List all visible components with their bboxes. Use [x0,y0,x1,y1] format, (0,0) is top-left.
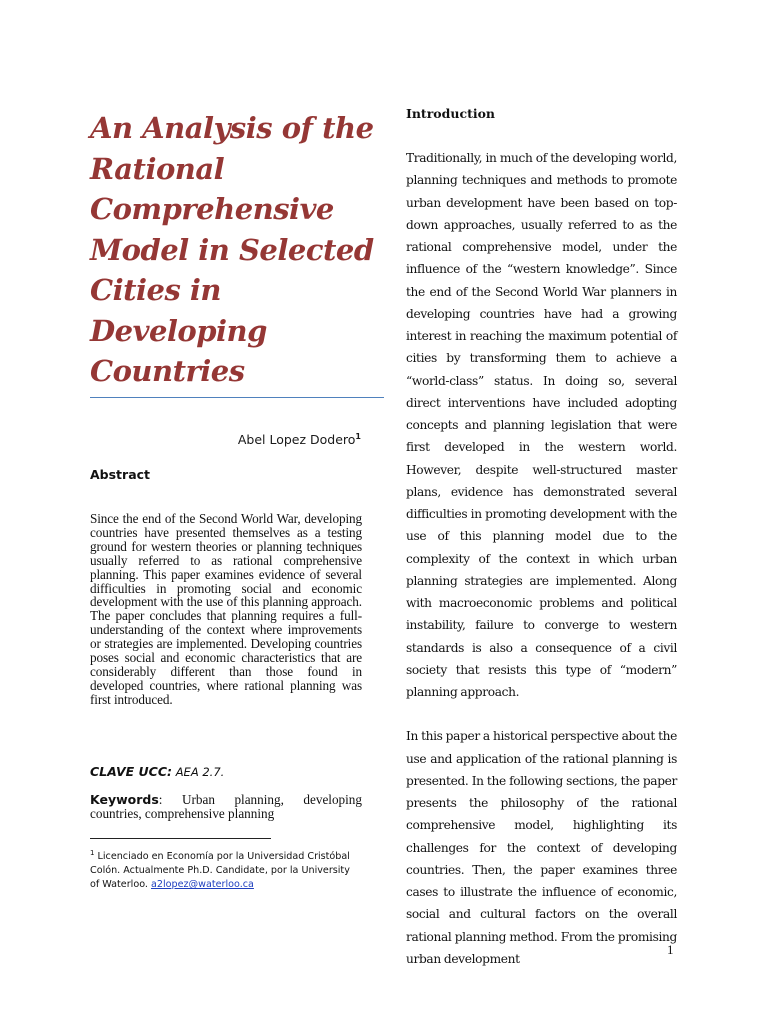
footnote-text: Licenciado en Economía por la Universidad Cristóbal Colón. Actualmente Ph.D. Candidate, por la University of Waterloo. [90,851,350,891]
footnote-email-link[interactable]: a2lopez@waterloo.ca [151,879,254,891]
introduction-paragraph-2: In this paper a historical perspective about the use and application of the rational planning is presented. In the following sections, the paper presents the philosophy of the rational comprehensive model, highlighting its challenges for the context of developing countries. Then, the paper examines three cases to illustrate the influence of economic, social and cultural factors on the overall rational planning method. From the promising urban development [406,729,677,966]
author-name: Abel Lopez Dodero [237,432,356,448]
author-line [90,432,361,447]
abstract-heading: Abstract [90,467,151,482]
keywords-text: Urban planning, developing countries, comprehensive planning [90,792,362,821]
footnote [90,846,362,892]
paper-title: An Analysis of the Rational Comprehensive Model in Selected Cities in Developing Countries [90,111,374,388]
title-divider [90,397,384,398]
abstract-text: Since the end of the Second World War, developing countries have presented themselves as a testing ground for western theories or planning techniques usually referred to as rational comprehensive planning. This paper examines evidence of several difficulties in promoting social and economic development with the use of this planning approach. The paper concludes that planning requires a full-understanding of the context where improvements or strategies are implemented. Developing countries poses social and economic characteristics that are considerably different than those found in developed countries, where rational planning was first introduced. [90,511,362,707]
author-footnote-mark: 1 [355,432,361,441]
keywords-colon: : [158,792,182,807]
footnote-mark: 1 [90,849,95,857]
page-number: 1 [667,942,674,957]
keywords-label: Keywords [90,792,159,807]
keywords-line [90,793,362,821]
introduction-body [406,147,677,970]
clave-line [90,764,224,779]
introduction-paragraph-1: Traditionally, in much of the developing world, planning techniques and methods to promote urban development have been based on top-down approaches, usually referred to as the rational comprehensive model, under the influence of the “western knowledge”. Since the end of the Second World War planners in developing countries have had a growing interest in reaching the maximum potential of cities by transforming them to achieve a “world-class” status. In doing so, several direct interventions have included adopting concepts and planning legislation that were first developed in the western world. However, despite well-structured master plans, evidence has demonstrated several difficulties in promoting development with the use of this planning model due to the complexity of the context in which urban planning strategies are implemented. Along with macroeconomic problems and political instability, failure to converge to western standards is also a consequence of a civil society that resists this type of “modern” planning approach. [406,151,677,699]
footnote-divider [90,838,271,839]
clave-label: CLAVE UCC: [90,764,173,779]
clave-value: AEA 2.7. [175,765,225,779]
introduction-heading: Introduction [406,106,496,121]
